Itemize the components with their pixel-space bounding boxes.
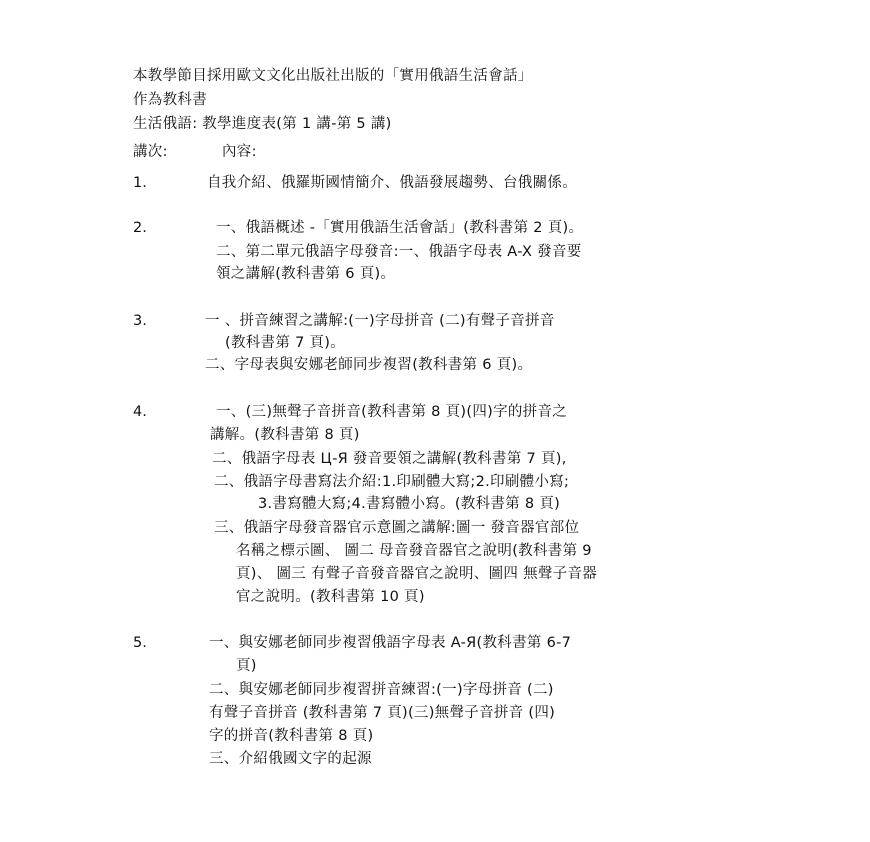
lecture-1-line-1: 自我介紹、俄羅斯國情簡介、俄語發展趨勢、台俄關係。 <box>207 175 577 191</box>
lecture-2-number: 2. <box>133 220 147 236</box>
lecture-2-line-3: 領之講解(教科書第 6 頁)。 <box>216 266 396 282</box>
lecture-4-line-4: 二、俄語字母書寫法介紹:1.印刷體大寫;2.印刷體小寫; <box>214 474 570 490</box>
lecture-5-line-2: 頁) <box>236 658 257 674</box>
intro-line-2: 作為教科書 <box>133 92 207 108</box>
lecture-5-line-4: 有聲子音拼音 (教科書第 7 頁)(三)無聲子音拼音 (四) <box>209 705 556 721</box>
schedule-title: 生活俄語: 教學進度表(第 1 講-第 5 講) <box>133 116 392 132</box>
column-header-content: 內容: <box>222 144 257 160</box>
lecture-5-line-6: 三、介紹俄國文字的起源 <box>209 751 372 767</box>
lecture-4-line-2: 講解。(教科書第 8 頁) <box>210 427 360 443</box>
lecture-4-line-9: 官之說明。(教科書第 10 頁) <box>236 589 425 605</box>
lecture-3-line-3: 二、字母表與安娜老師同步複習(教科書第 6 頁)。 <box>205 357 533 373</box>
lecture-4-line-8: 頁)、 圖三 有聲子音發音器官之說明、圖四 無聲子音器 <box>236 566 598 582</box>
lecture-5-line-5: 字的拼音(教科書第 8 頁) <box>209 728 374 744</box>
lecture-5-number: 5. <box>133 635 147 651</box>
lecture-4-line-3: 二、俄語字母表 Ц-Я 發音要領之講解(教科書第 7 頁), <box>212 451 567 467</box>
lecture-2-line-2: 二、第二單元俄語字母發音:一、俄語字母表 A-X 發音要 <box>216 244 582 260</box>
lecture-3-line-1: 一 、拼音練習之講解:(一)字母拼音 (二)有聲子音拼音 <box>205 313 555 329</box>
intro-line-1: 本教學節目採用歐文文化出版社出版的「實用俄語生活會話」 <box>133 68 533 84</box>
lecture-4-line-5: 3.書寫體大寫;4.書寫體小寫。(教科書第 8 頁) <box>258 496 561 512</box>
lecture-1-number: 1. <box>133 175 147 191</box>
lecture-5-line-3: 二、與安娜老師同步複習拼音練習:(一)字母拼音 (二) <box>209 682 554 698</box>
lecture-4-line-1: 一、(三)無聲子音拼音(教科書第 8 頁)(四)字的拼音之 <box>216 404 568 420</box>
column-header-lecture: 講次: <box>133 144 168 160</box>
lecture-5-line-1: 一、與安娜老師同步複習俄語字母表 A-Я(教科書第 6-7 <box>209 635 572 651</box>
lecture-4-line-7: 名稱之標示圖、 圖二 母音發音器官之說明(教科書第 9 <box>236 543 592 559</box>
lecture-4-line-6: 三、俄語字母發音器官示意圖之講解:圖一 發音器官部位 <box>214 520 580 536</box>
lecture-3-line-2: (教科書第 7 頁)。 <box>225 335 346 351</box>
lecture-2-line-1: 一、俄語概述 -「實用俄語生活會話」(教科書第 2 頁)。 <box>216 220 584 236</box>
lecture-3-number: 3. <box>133 313 147 329</box>
lecture-4-number: 4. <box>133 404 147 420</box>
